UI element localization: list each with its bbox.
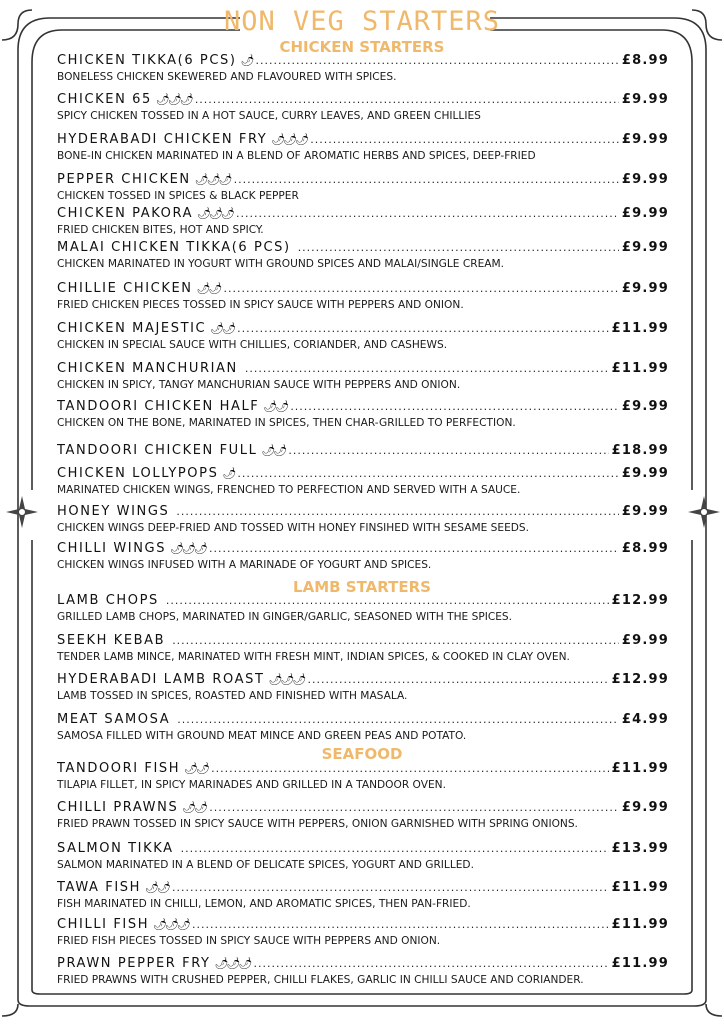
- item-price: £9.99: [621, 92, 669, 107]
- item-name: PRAWN PEPPER FRY: [57, 956, 211, 971]
- leader-dots: [310, 131, 619, 149]
- item-description: CHICKEN TOSSED IN SPICES & BLACK PEPPER: [57, 190, 299, 202]
- item-name: CHILLI WINGS: [57, 541, 167, 556]
- menu-item: [57, 799, 669, 830]
- item-price: £9.99: [621, 172, 669, 187]
- chilli-icon: 🌶: [222, 467, 235, 480]
- item-description: FRIED PRAWN TOSSED IN SPICY SAUCE WITH PEPPERS, ONION GARNISHED WITH SPRING ONIONS.: [57, 818, 578, 830]
- menu-item: [57, 442, 669, 460]
- item-description: CHICKEN WINGS INFUSED WITH A MARINADE OF YOGURT AND SPICES.: [57, 559, 432, 571]
- chilli-icon: 🌶🌶: [261, 444, 286, 457]
- leader-dots: [166, 592, 609, 610]
- item-name: CHILLI FISH: [57, 917, 150, 932]
- item-price: £9.99: [621, 504, 669, 519]
- leader-dots: [236, 205, 619, 223]
- menu-item: [57, 840, 669, 871]
- item-name: CHICKEN MAJESTIC: [57, 321, 207, 336]
- item-description: TILAPIA FILLET, IN SPICY MARINADES AND GRILLED IN A TANDOOR OVEN.: [57, 779, 446, 791]
- menu-item: [57, 91, 669, 122]
- menu-item: [57, 632, 669, 663]
- item-name: MALAI CHICKEN TIKKA(6 PCS): [57, 240, 291, 255]
- leader-dots: [209, 540, 619, 558]
- menu-item: [57, 320, 669, 351]
- item-name: CHICKEN MANCHURIAN: [57, 361, 238, 376]
- menu-item: [57, 916, 669, 947]
- leader-dots: [172, 632, 619, 650]
- left-ornament-icon: [4, 494, 40, 530]
- item-name: SEEKH KEBAB: [57, 633, 166, 648]
- menu-item: [57, 879, 669, 910]
- chilli-icon: 🌶🌶: [263, 400, 288, 413]
- item-price: £9.99: [621, 206, 669, 221]
- chilli-icon: 🌶🌶: [182, 801, 207, 814]
- item-description: MARINATED CHICKEN WINGS, FRENCHED TO PERFECTION AND SERVED WITH A SAUCE.: [57, 484, 521, 496]
- leader-dots: [195, 91, 619, 109]
- leader-dots: [211, 760, 609, 778]
- leader-dots: [181, 840, 609, 858]
- chilli-icon: 🌶🌶🌶: [153, 918, 189, 931]
- item-name: MEAT SAMOSA: [57, 712, 171, 727]
- item-price: £11.99: [611, 361, 669, 376]
- menu-item: [57, 239, 669, 270]
- item-price: £9.99: [621, 281, 669, 296]
- item-description: CHICKEN IN SPICY, TANGY MANCHURIAN SAUCE WITH PEPPERS AND ONION.: [57, 379, 461, 391]
- menu-item: [57, 52, 669, 83]
- leader-dots: [176, 503, 619, 521]
- menu-item: [57, 280, 669, 311]
- item-description: FISH MARINATED IN CHILLI, LEMON, AND AROMATIC SPICES, THEN PAN-FRIED.: [57, 898, 471, 910]
- chilli-icon: 🌶🌶🌶: [170, 542, 206, 555]
- item-description: CHICKEN WINGS DEEP-FRIED AND TOSSED WITH HONEY FINSIHED WITH SESAME SEEDS.: [57, 522, 530, 534]
- item-name: CHICKEN PAKORA: [57, 206, 194, 221]
- menu-item: [57, 398, 669, 429]
- item-price: £11.99: [611, 917, 669, 932]
- item-price: £18.99: [611, 443, 669, 458]
- item-description: FRIED CHICKEN BITES, HOT AND SPICY.: [57, 224, 264, 236]
- chilli-icon: 🌶🌶🌶: [271, 133, 308, 146]
- menu-item: [57, 671, 669, 702]
- item-price: £8.99: [621, 541, 669, 556]
- chilli-icon: 🌶🌶: [210, 322, 235, 335]
- item-name: PEPPER CHICKEN: [57, 172, 191, 187]
- leader-dots: [209, 799, 619, 817]
- menu-item: [57, 955, 669, 986]
- menu-item: [57, 540, 669, 571]
- chilli-icon: 🌶🌶: [196, 282, 221, 295]
- item-description: SPICY CHICKEN TOSSED IN A HOT SAUCE, CURRY LEAVES, AND GREEN CHILLIES: [57, 110, 481, 122]
- leader-dots: [224, 280, 619, 298]
- leader-dots: [253, 955, 608, 973]
- item-name: HONEY WINGS: [57, 504, 170, 519]
- menu-item: [57, 131, 669, 162]
- item-name: TANDOORI CHICKEN HALF: [57, 399, 260, 414]
- item-price: £9.99: [621, 633, 669, 648]
- item-name: TANDOORI CHICKEN FULL: [57, 443, 258, 458]
- section-heading-chicken: CHICKEN STARTERS: [279, 38, 445, 56]
- item-name: HYDERABADI LAMB ROAST: [57, 672, 265, 687]
- item-name: CHILLI PRAWNS: [57, 800, 179, 815]
- item-name: HYDERABADI CHICKEN FRY: [57, 132, 268, 147]
- item-price: £4.99: [621, 712, 669, 727]
- item-price: £12.99: [611, 593, 669, 608]
- chilli-icon: 🌶🌶🌶: [268, 673, 305, 686]
- item-price: £11.99: [611, 956, 669, 971]
- menu-item: [57, 760, 669, 791]
- leader-dots: [256, 52, 619, 70]
- item-price: £9.99: [621, 800, 669, 815]
- leader-dots: [245, 360, 609, 378]
- page-title: NON VEG STARTERS: [223, 6, 501, 37]
- item-price: £11.99: [611, 321, 669, 336]
- menu-item: [57, 711, 669, 742]
- item-name: CHICKEN 65: [57, 92, 152, 107]
- item-price: £11.99: [611, 880, 669, 895]
- item-name: CHICKEN TIKKA(6 PCS): [57, 53, 237, 68]
- item-price: £9.99: [621, 466, 669, 481]
- leader-dots: [237, 465, 618, 483]
- chilli-icon: 🌶🌶: [184, 762, 209, 775]
- item-name: CHICKEN LOLLYPOPS: [57, 466, 219, 481]
- leader-dots: [237, 320, 608, 338]
- item-description: LAMB TOSSED IN SPICES, ROASTED AND FINISHED WITH MASALA.: [57, 690, 408, 702]
- item-description: BONELESS CHICKEN SKEWERED AND FLAVOURED WITH SPICES.: [57, 71, 397, 83]
- item-description: TENDER LAMB MINCE, MARINATED WITH FRESH MINT, INDIAN SPICES, & COOKED IN CLAY OVEN.: [57, 651, 570, 663]
- item-price: £12.99: [611, 672, 669, 687]
- item-name: TANDOORI FISH: [57, 761, 181, 776]
- item-description: GRILLED LAMB CHOPS, MARINATED IN GINGER/GARLIC, SEASONED WITH THE SPICES.: [57, 611, 513, 623]
- menu-item: [57, 205, 669, 236]
- chilli-icon: 🌶🌶: [145, 881, 169, 894]
- menu-item: [57, 503, 669, 534]
- item-description: CHICKEN MARINATED IN YOGURT WITH GROUND SPICES AND MALAI/SINGLE CREAM.: [57, 258, 505, 270]
- chilli-icon: 🌶🌶🌶: [197, 207, 234, 220]
- item-name: TAWA FISH: [57, 880, 142, 895]
- item-description: BONE-IN CHICKEN MARINATED IN A BLEND OF AROMATIC HERBS AND SPICES, DEEP-FRIED: [57, 150, 536, 162]
- chilli-icon: 🌶🌶🌶: [155, 93, 192, 106]
- item-description: SAMOSA FILLED WITH GROUND MEAT MINCE AND GREEN PEAS AND POTATO.: [57, 730, 467, 742]
- leader-dots: [288, 442, 608, 460]
- leader-dots: [234, 171, 619, 189]
- menu-item: [57, 465, 669, 496]
- item-price: £11.99: [611, 761, 669, 776]
- menu-item: [57, 171, 669, 202]
- section-heading-seafood: SEAFOOD: [321, 745, 403, 763]
- item-description: FRIED PRAWNS WITH CRUSHED PEPPER, CHILLI FLAKES, GARLIC IN CHILLI SAUCE AND CORIANDER.: [57, 974, 584, 986]
- item-name: CHILLIE CHICKEN: [57, 281, 193, 296]
- right-ornament-icon: [686, 494, 722, 530]
- menu-item: [57, 360, 669, 391]
- leader-dots: [298, 239, 619, 257]
- item-price: £8.99: [621, 53, 669, 68]
- item-name: LAMB CHOPS: [57, 593, 159, 608]
- item-description: FRIED CHICKEN PIECES TOSSED IN SPICY SAUCE WITH PEPPERS AND ONION.: [57, 299, 464, 311]
- chilli-icon: 🌶🌶🌶: [194, 173, 231, 186]
- chilli-icon: 🌶: [240, 54, 253, 67]
- item-price: £9.99: [621, 240, 669, 255]
- leader-dots: [307, 671, 608, 689]
- item-description: CHICKEN ON THE BONE, MARINATED IN SPICES, THEN CHAR-GRILLED TO PERFECTION.: [57, 417, 516, 429]
- item-description: FRIED FISH PIECES TOSSED IN SPICY SAUCE WITH PEPPERS AND ONION.: [57, 935, 441, 947]
- leader-dots: [172, 879, 609, 897]
- chilli-icon: 🌶🌶🌶: [214, 957, 251, 970]
- item-price: £9.99: [621, 399, 669, 414]
- item-description: SALMON MARINATED IN A BLEND OF DELICATE SPICES, YOGURT AND GRILLED.: [57, 859, 474, 871]
- item-description: CHICKEN IN SPECIAL SAUCE WITH CHILLIES, CORIANDER, AND CASHEWS.: [57, 339, 448, 351]
- section-heading-lamb: LAMB STARTERS: [293, 578, 431, 596]
- item-price: £9.99: [621, 132, 669, 147]
- item-price: £13.99: [611, 841, 669, 856]
- leader-dots: [177, 711, 619, 729]
- item-name: SALMON TIKKA: [57, 841, 174, 856]
- menu-item: [57, 592, 669, 623]
- leader-dots: [192, 916, 609, 934]
- leader-dots: [290, 398, 619, 416]
